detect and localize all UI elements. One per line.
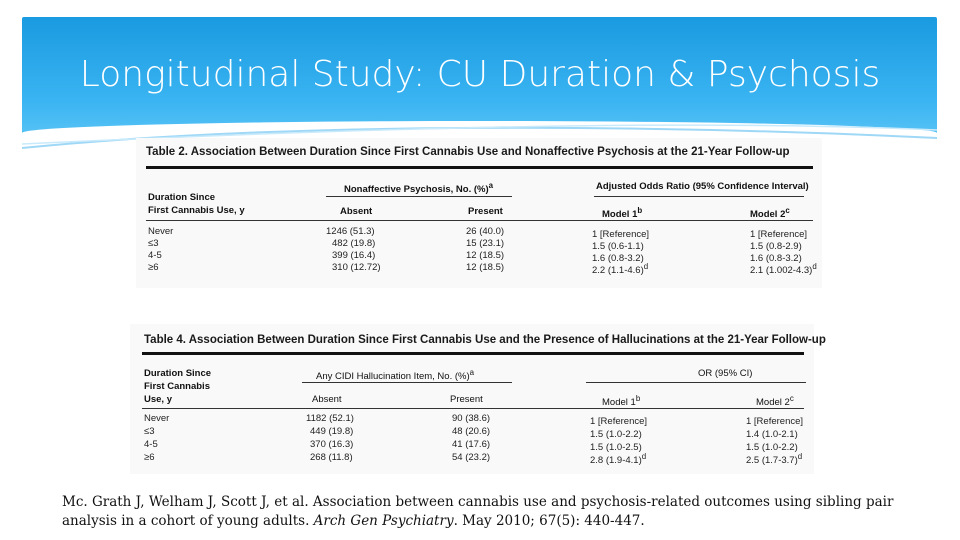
table-4-top-rule [142, 352, 804, 355]
table-4-cell-present: 41 (17.6) [452, 439, 491, 450]
table-4-row-header-3: Use, y [144, 394, 172, 405]
table-2-cell-present: 26 (40.0) [466, 226, 505, 237]
table-2-cell-model-1: 1 [Reference] [592, 229, 650, 241]
table-2-cell-present: 12 (18.5) [466, 250, 505, 261]
table-4-caption: Table 4. Association Between Duration Since First Cannabis Use and the Presence of Hallucinations at the 21-Year Follow-up [144, 334, 826, 346]
table-2-cell-model-1: 2.2 $(1.1-4.6)^d$ [592, 262, 649, 277]
table-2-group-2-header: Adjusted Odds Ratio (95% Confidence Interval) [596, 181, 809, 192]
table-4-cell-model-1: 1.5 (1.0-2.5) [590, 442, 642, 454]
table-4-cell-absent: 449 (19.8) [310, 426, 354, 437]
table-4-group-1-rule [302, 382, 512, 383]
table-4-cell-model-2: 1.5 (1.0-2.2) [746, 442, 798, 454]
table-4-cell-model-1: 1.5 (1.0-2.2) [590, 429, 642, 441]
table-2-top-rule [146, 166, 813, 169]
table-2-cell-model-2: 1.5 (0.8-2.9) [750, 241, 802, 253]
table-2-cell-absent: 1246 (51.3) [326, 226, 375, 237]
table-4-image [130, 324, 826, 474]
table-2-cell-present: 15 (23.1) [466, 238, 505, 249]
table-4-cell-model-1: 2.8 $(1.9-4.1)^d$ [590, 452, 647, 467]
table-4-cell-absent: 370 (16.3) [310, 439, 354, 450]
table-2-group-1-header: Nonaffective Psychosis, No. (%)$^a$ [344, 181, 494, 196]
table-2-col-model-1: Model 1$^b$ [602, 206, 643, 221]
slide-title: Longitudinal Study: CU Duration & Psychosis [79, 54, 881, 95]
table-2-group-2-rule [594, 196, 804, 197]
table-4-col-absent: Absent [312, 394, 342, 405]
table-4-group-1-header: Any CIDI Hallucination Item, No. (%)$^a$ [316, 368, 475, 383]
table-2-cell-label: Never [148, 226, 174, 237]
citation-journal: Arch Gen Psychiatry [313, 513, 454, 529]
table-4-cell-absent: 1182 (52.1) [306, 413, 354, 424]
table-4-cell-label: Never [144, 413, 170, 424]
table-4-header-rule [142, 408, 804, 409]
table-4-cell-model-2: 1.4 (1.0-2.1) [746, 429, 798, 441]
table-4-col-model-2: Model 2$^c$ [756, 394, 794, 409]
table-4-cell-model-2: 1 [Reference] [746, 416, 804, 428]
table-2-cell-label: 4-5 [148, 250, 162, 261]
table-2-cell-label: ≤3 [148, 238, 159, 249]
table-4-group-2-header: OR (95% CI) [698, 368, 753, 379]
table-4-cell-model-2: 2.5 $(1.7-3.7)^d$ [746, 452, 803, 467]
table-4-row-header-1: Duration Since [144, 368, 212, 379]
table-2-row-header-2: First Cannabis Use, y [148, 205, 245, 216]
table-2-cell-model-2: 1 [Reference] [750, 229, 808, 241]
table-2-cell-label: ≥6 [148, 262, 159, 273]
table-2-header-rule [146, 220, 813, 221]
table-4-cell-present: 90 (38.6) [452, 413, 491, 424]
table-2-cell-present: 12 (18.5) [466, 262, 505, 273]
table-2-cell-absent: 399 (16.4) [332, 250, 376, 261]
table-2-col-model-2: Model 2$^c$ [750, 206, 790, 221]
table-4-cell-label: ≤3 [144, 426, 155, 437]
table-4-cell-absent: 268 (11.8) [310, 452, 353, 463]
table-2-cell-model-2: 1.6 (0.8-3.2) [750, 253, 802, 265]
table-4-col-model-1: Model 1$^b$ [602, 394, 641, 409]
table-2-group-1-rule [326, 196, 512, 197]
table-4-group-2-rule [586, 382, 806, 383]
table-2-cell-absent: 482 (19.8) [332, 238, 376, 249]
table-4-row-header-2: First Cannabis [144, 381, 210, 392]
citation-authors-title: Mc. Grath J, Welham J, Scott J, et al. Association between cannabis use and psychosis-related outcomes using sibling pair analysis in a cohort of young adults. [62, 494, 894, 529]
table-2-caption: Table 2. Association Between Duration Since First Cannabis Use and Nonaffective Psychosis at the 21-Year Follow-up [146, 146, 790, 158]
table-2-cell-absent: 310 (12.72) [332, 262, 381, 273]
table-4-cell-model-1: 1 [Reference] [590, 416, 648, 428]
table-4-cell-present: 48 (20.6) [452, 426, 491, 437]
table-2-cell-model-2: 2.1 $(1.002-4.3)^d$ [750, 262, 817, 277]
table-2-image [136, 138, 822, 288]
citation-details: . May 2010; 67(5): 440-447. [453, 513, 645, 529]
table-4-cell-label: ≥6 [144, 452, 155, 463]
table-4-col-present: Present [450, 394, 483, 405]
table-2-cell-model-1: 1.6 (0.8-3.2) [592, 253, 644, 265]
table-2-col-absent: Absent [340, 206, 373, 217]
table-2-col-present: Present [468, 206, 503, 217]
table-4-cell-present: 54 (23.2) [452, 452, 491, 463]
table-4-cell-label: 4-5 [144, 439, 158, 450]
table-2-row-header-1: Duration Since [148, 192, 216, 203]
citation-text [62, 493, 942, 531]
table-2-cell-model-1: 1.5 (0.6-1.1) [592, 241, 644, 253]
